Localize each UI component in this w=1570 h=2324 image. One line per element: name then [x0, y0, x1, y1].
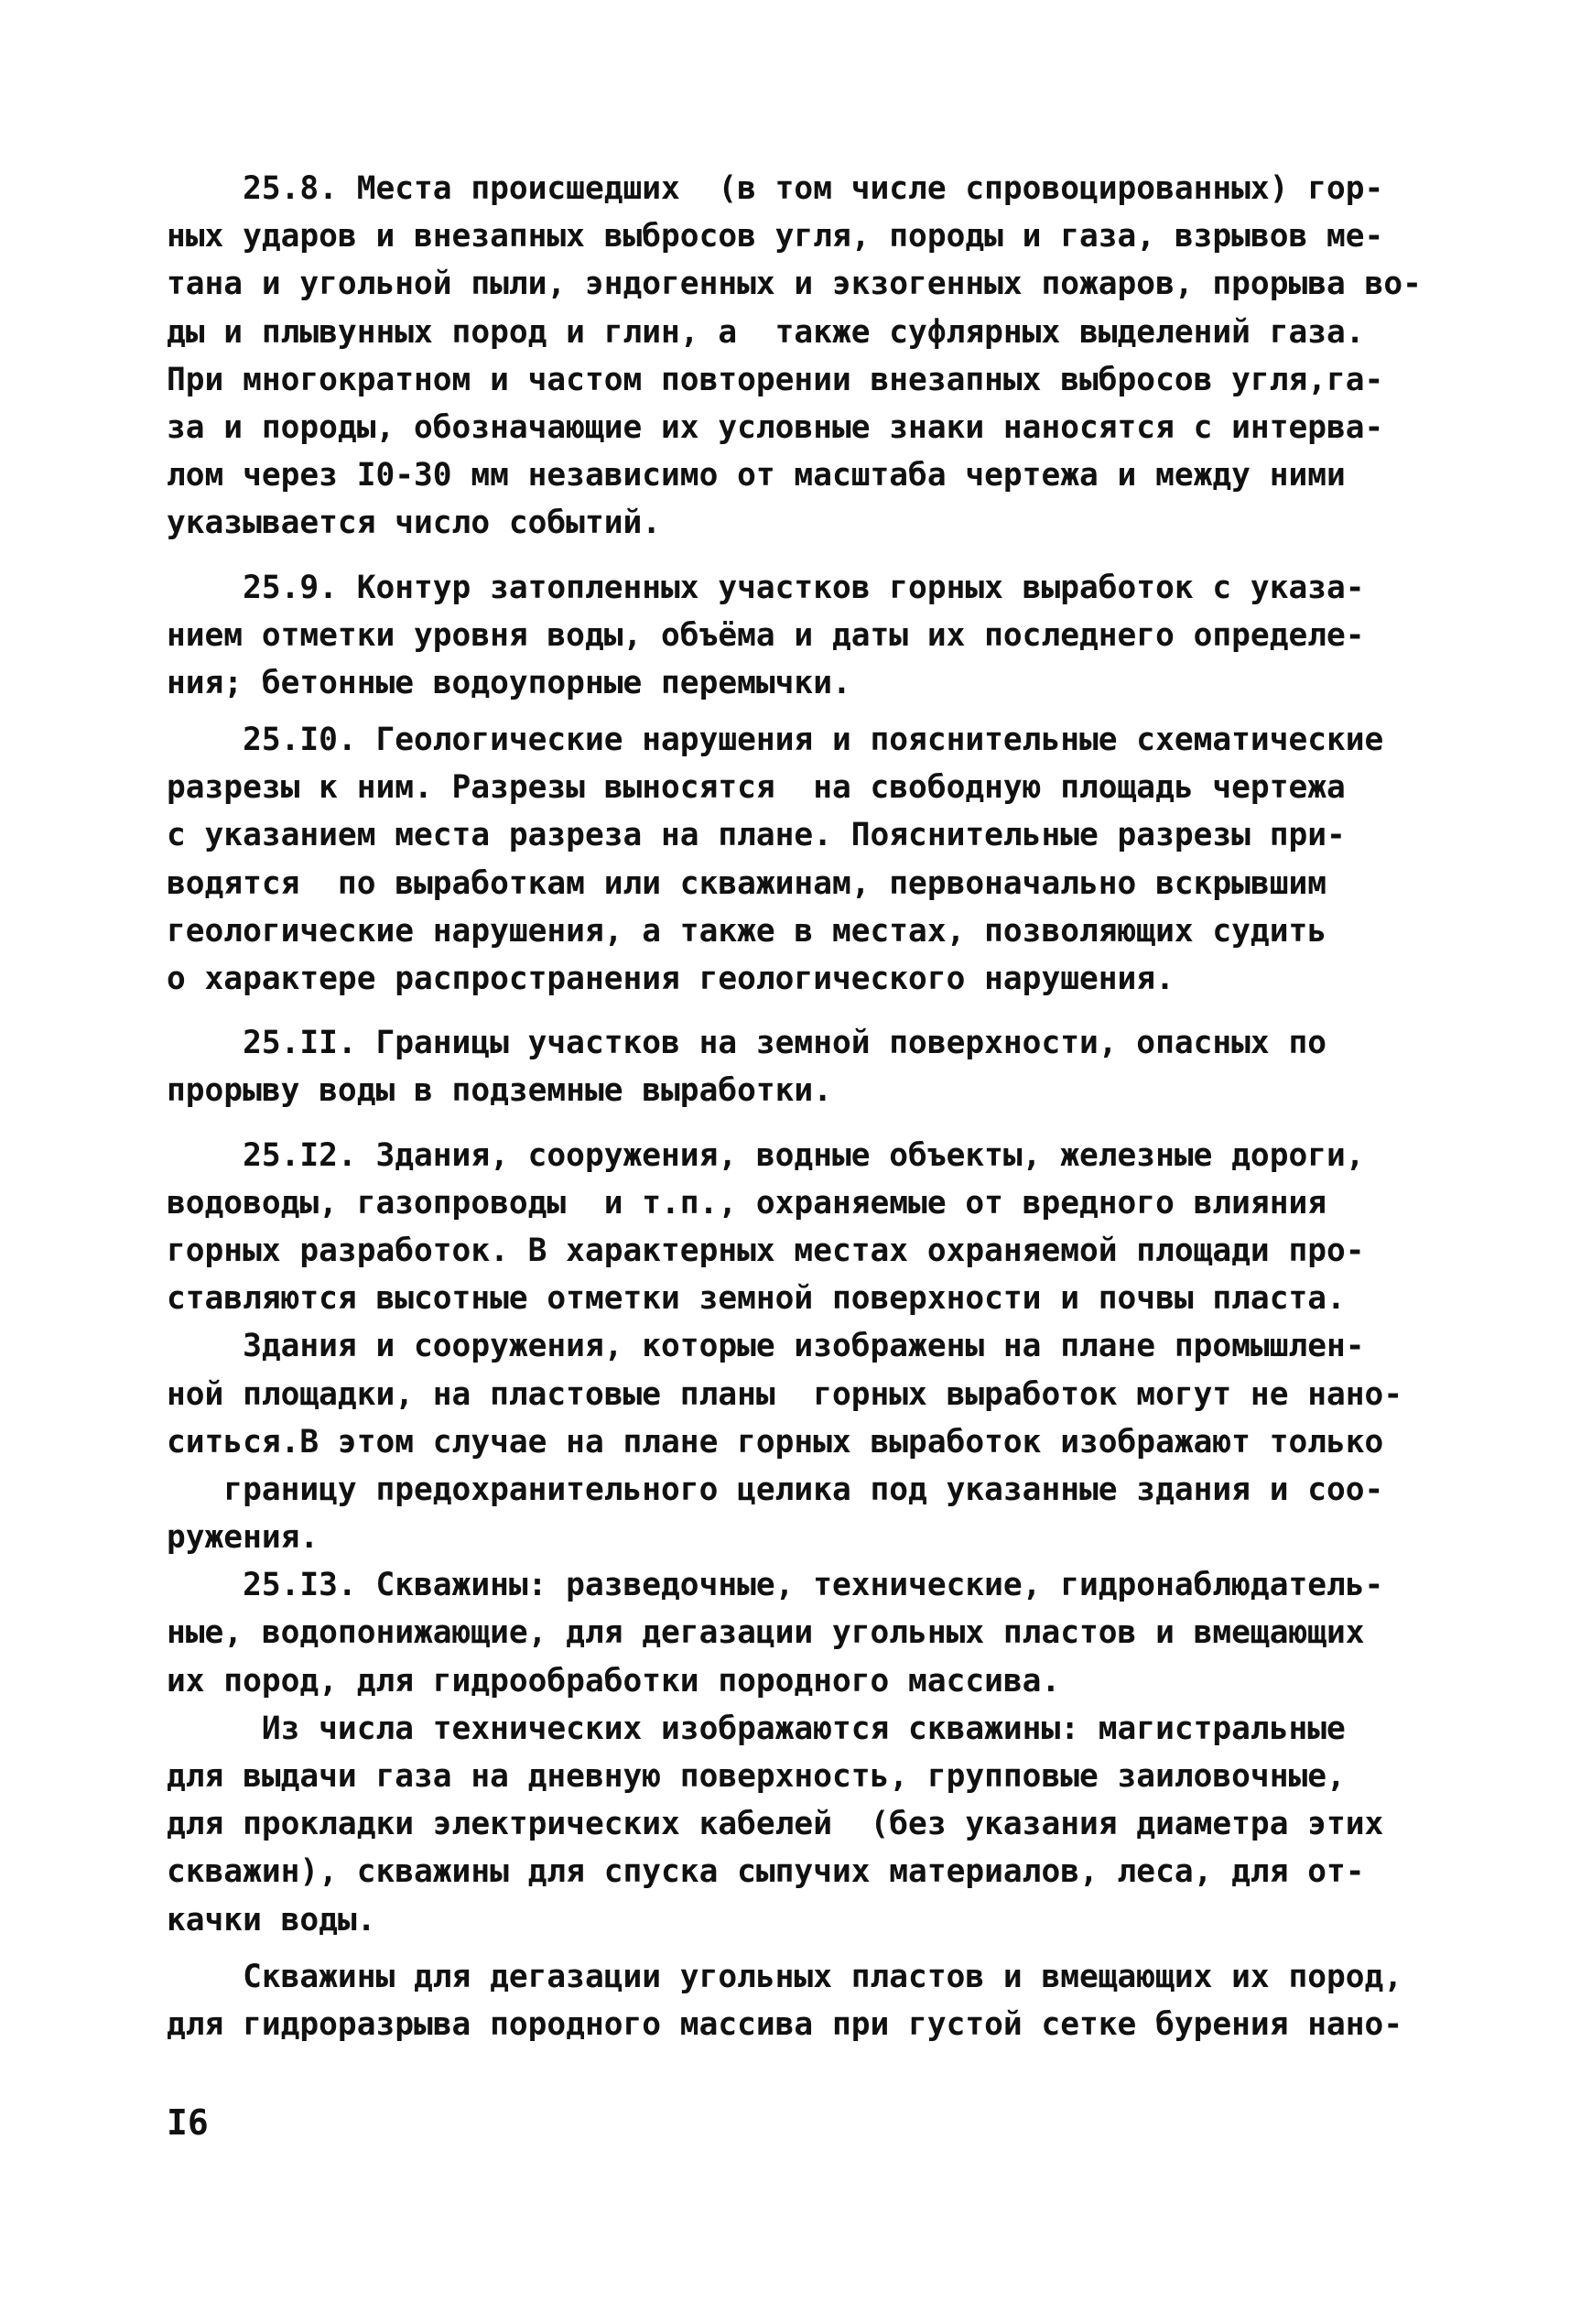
text-line: 25.I0. Геологические нарушения и пояснительные схематические [167, 722, 1384, 759]
text-line: для выдачи газа на дневную поверхность, групповые заиловочные, [167, 1758, 1346, 1795]
text-line: Здания и сооружения, которые изображены на плане промышлен- [167, 1328, 1365, 1365]
text-line: границу предохранительного целика под указанные здания и соо- [167, 1471, 1384, 1508]
text-line: качки воды. [167, 1901, 376, 1938]
text-line: ные, водопонижающие, для дегазации угольных пластов и вмещающих [167, 1614, 1365, 1652]
text-line: горных разработок. В характерных местах охраняемой площади про- [167, 1232, 1365, 1269]
text-line: о характере распространения геологического нарушения. [167, 961, 1175, 997]
text-line: указывается число событий. [167, 505, 662, 542]
text-line: с указанием места разреза на плане. Пояснительные разрезы при- [167, 817, 1346, 854]
text-line: Из числа технических изображаются скважины: магистральные [167, 1710, 1346, 1747]
text-line: ружения. [167, 1519, 319, 1557]
text-line: ситься.В этом случае на плане горных выработок изображают только [167, 1423, 1384, 1461]
text-line: их пород, для гидрообработки породного массива. [167, 1662, 1061, 1700]
text-line: за и породы, обозначающие их условные знаки наносятся с интерва- [167, 408, 1384, 446]
text-line: лом через I0-30 мм независимо от масштаба чертежа и между ними [167, 457, 1346, 494]
paragraph-25-9 [167, 564, 1421, 708]
text-line: ния; бетонные водоупорные перемычки. [167, 664, 851, 701]
paragraph-25-12 [167, 1132, 1421, 1562]
text-line: ной площадки, на пластовые планы горных выработок могут не нано- [167, 1375, 1403, 1413]
text-line: ных ударов и внезапных выбросов угля, породы и газа, взрывов ме- [167, 218, 1384, 255]
text-line: для гидроразрыва породного массива при густой сетке бурения нано- [167, 2005, 1403, 2043]
text-line: 25.II. Границы участков на земной поверхности, опасных по [167, 1025, 1327, 1062]
text-line: прорыву воды в подземные выработки. [167, 1072, 832, 1110]
body-text [167, 165, 1421, 2048]
text-line: водоводы, газопроводы и т.п., охраняемые от вредного влияния [167, 1184, 1327, 1222]
text-line: геологические нарушения, а также в местах, позволяющих судить [167, 912, 1327, 950]
text-line: нием отметки уровня воды, объёма и даты их последнего определе- [167, 616, 1365, 654]
text-line: 25.8. Места происшедших (в том числе спровоцированных) гор- [167, 170, 1384, 207]
text-line: разрезы к ним. Разрезы выносятся на свободную площадь чертежа [167, 769, 1346, 807]
text-line: ставляются высотные отметки земной поверхности и почвы пласта. [167, 1280, 1346, 1318]
text-line: скважин), скважины для спуска сыпучих материалов, леса, для от- [167, 1853, 1365, 1891]
text-line: ды и плывунных пород и глин, а также суфлярных выделений газа. [167, 313, 1365, 351]
text-line: водятся по выработкам или скважинам, первоначально вскрывшим [167, 864, 1327, 902]
text-line: 25.I2. Здания, сооружения, водные объекты, железные дороги, [167, 1136, 1365, 1174]
page-number: I6 [167, 2102, 209, 2143]
paragraph-25-10 [167, 716, 1421, 1003]
text-line: 25.9. Контур затопленных участков горных выработок с указа- [167, 569, 1365, 606]
paragraph-25-8 [167, 165, 1421, 548]
text-line: 25.I3. Скважины: разведочные, технические, гидронаблюдатель- [167, 1567, 1384, 1604]
paragraph-25-13 [167, 1561, 1421, 2048]
text-line: тана и угольной пыли, эндогенных и экзогенных пожаров, прорыва во- [167, 266, 1422, 303]
text-line: для прокладки электрических кабелей (без указания диаметра этих [167, 1806, 1384, 1843]
text-line: Скважины для дегазации угольных пластов и вмещающих их пород, [167, 1958, 1403, 1995]
paragraph-25-11 [167, 1019, 1421, 1114]
text-line: При многократном и частом повторении внезапных выбросов угля,га- [167, 361, 1384, 398]
